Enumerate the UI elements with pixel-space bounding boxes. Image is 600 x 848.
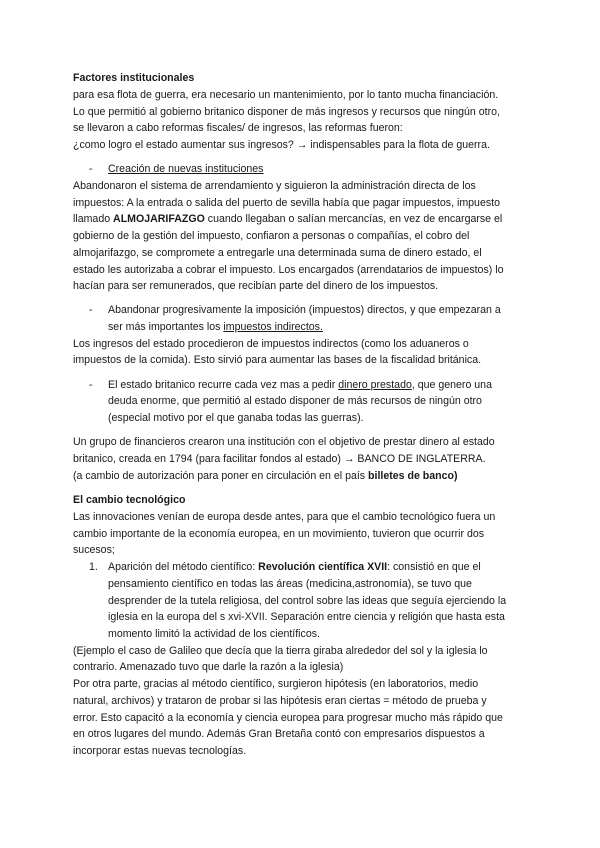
- subheading-nuevas-instituciones: Creación de nuevas instituciones: [108, 163, 264, 175]
- list-line: iglesia en la europa del s xvi-XVII. Separación entre ciencia y religión que hasta esta: [108, 611, 505, 623]
- text-run: (a cambio de autorización para poner en circulación en el país: [73, 470, 369, 482]
- text-run: ser más importantes los: [108, 321, 224, 333]
- text-line: gobierno de la gestión del impuesto, confiaron a personas o compañías, el cobro del: [73, 230, 470, 242]
- bullet-line: (especial motivo por el que ganaba todas las guerras).: [108, 412, 364, 424]
- text-line: (Ejemplo el caso de Galileo que decía que la tierra giraba alrededor del sol y la iglesia lo: [73, 645, 488, 657]
- bullet-marker: -: [89, 304, 93, 316]
- text-line: impuestos de la comida). Esto sirvió para aumentar las bases de la fiscalidad británica.: [73, 354, 482, 366]
- list-number: 1.: [89, 561, 98, 573]
- list-line: pensamiento científico en todas las áreas (medicina,astronomía), se tuvo que: [108, 578, 472, 590]
- bullet-marker: -: [89, 379, 93, 391]
- text-line: contrario. Amenazado tuvo que darle la razón a la iglesia): [73, 661, 344, 673]
- text-line: ¿como logro el estado aumentar sus ingresos? → indispensables para la flota de guerra.: [73, 139, 490, 151]
- text-line: cambio importante de la economía europea, en un movimiento, tuvieron que ocurrir dos: [73, 528, 485, 540]
- text-run: llamado: [73, 213, 114, 225]
- text-run: Aparición del método científico:: [108, 561, 259, 573]
- bullet-marker: -: [89, 163, 93, 175]
- heading-factores-institucionales: Factores institucionales: [73, 72, 195, 84]
- text-run: : consistió en que el: [387, 561, 481, 573]
- text-line: Los ingresos del estado procedieron de impuestos indirectos (como los aduaneros o: [73, 338, 469, 350]
- text-line: para esa flota de guerra, era necesario un mantenimiento, por lo tanto mucha financiación.: [73, 89, 499, 101]
- text-line: hacían para ser remunerados, que recibían parte del dinero de los impuestos.: [73, 280, 439, 292]
- text-line: Un grupo de financieros crearon una institución con el objetivo de prestar dinero al estado: [73, 436, 495, 448]
- text-line: incorporar estas nuevas tecnologías.: [73, 745, 247, 757]
- text-line: Por otra parte, gracias al método científico, surgieron hipótesis (en laboratorios, medio: [73, 678, 479, 690]
- text-line: natural, archivos) y trataron de probar si las hipótesis eran ciertas = método de prueba y: [73, 695, 487, 707]
- underlined-term: impuestos indirectos.: [223, 321, 323, 333]
- text-line: estado les autorizaba a cobrar el impuesto. Los encargados (arrendatarios de impuestos) lo: [73, 264, 504, 276]
- text-line: [73, 468, 458, 485]
- text-run: cuando llegaban o salían mercancías, en vez de encargarse el: [204, 213, 503, 225]
- text-line: error. Esto capacitó a la economía y ciencia europea para progresar mucho más rápido que: [73, 712, 503, 724]
- text-line: se llevaron a cabo reformas fiscales/ de ingresos, las reformas fueron:: [73, 122, 403, 134]
- text-line: impuestos: A la entrada o salida del puerto de sevilla había que pagar impuestos, impuesto: [73, 197, 500, 209]
- text-run: El estado britanico recurre cada vez mas a pedir: [108, 379, 339, 391]
- heading-cambio-tecnologico: El cambio tecnológico: [73, 494, 186, 506]
- underlined-term: dinero prestado: [338, 379, 412, 391]
- text-line: Abandonaron el sistema de arrendamiento y siguieron la administración directa de los: [73, 180, 476, 192]
- text-line: almojarifazgo, se compromete a entregarle una determinada suma de dinero estado, el: [73, 247, 482, 259]
- bullet-line: [108, 319, 323, 336]
- text-run: , que genero una: [411, 379, 492, 391]
- bullet-line: [108, 377, 492, 394]
- list-line: desprender de la tutela religiosa, del control sobre las ideas que seguía ejerciendo la: [108, 595, 507, 607]
- bold-term: ALMOJARIFAZGO: [113, 213, 205, 225]
- list-line: [108, 559, 481, 576]
- bold-term: Revolución científica XVII: [258, 561, 388, 573]
- text-line: Las innovaciones venían de europa desde antes, para que el cambio tecnológico fuera un: [73, 511, 496, 523]
- bullet-line: deuda enorme, que permitió al estado disponer de más recursos de ningún otro: [108, 395, 482, 407]
- bold-term: billetes de banco): [368, 470, 458, 482]
- text-line: en otros lugares del mundo. Además Gran Bretaña contó con empresarios dispuestos a: [73, 728, 485, 740]
- text-line: sucesos;: [73, 544, 115, 556]
- list-line: momento limitó la actividad de los científicos.: [108, 628, 320, 640]
- text-line: britanico, creada en 1794 (para facilitar fondos al estado) → BANCO DE INGLATERRA.: [73, 453, 486, 465]
- text-line: Lo que permitió al gobierno britanico disponer de más ingresos y recursos que ningún otro,: [73, 106, 500, 118]
- text-line: [73, 211, 502, 228]
- bullet-line: Abandonar progresivamente la imposición (impuestos) directos, y que empezaran a: [108, 304, 501, 316]
